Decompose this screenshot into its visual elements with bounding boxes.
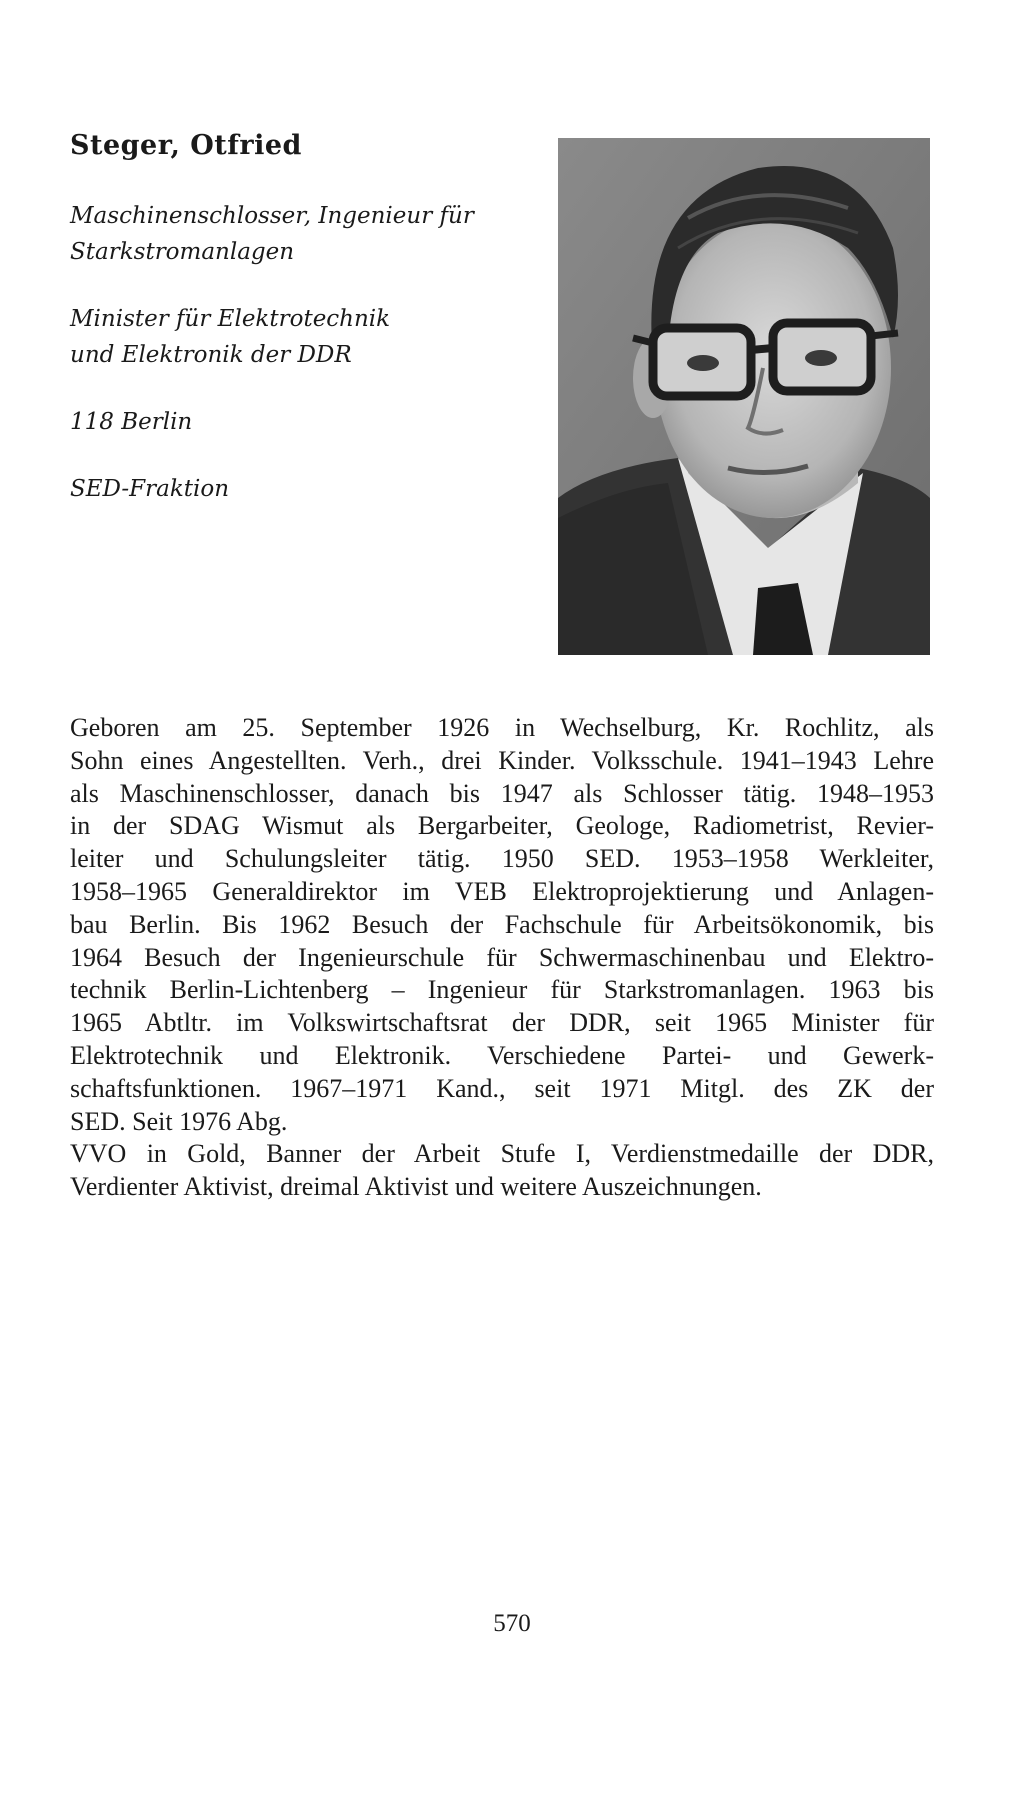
position-line: Minister für Elektrotechnik: [70, 306, 391, 332]
location: 118 Berlin: [70, 409, 193, 435]
biography-line: Geboren am 25. September 1926 in Wechselburg, Kr. Rochlitz, als: [70, 713, 934, 742]
awards-line: VVO in Gold, Banner der Arbeit Stufe I, Verdienstmedaille der DDR,: [70, 1139, 934, 1169]
biography-line: SED. Seit 1976 Abg.: [70, 1106, 288, 1136]
entry-name: Steger, Otfried: [70, 130, 302, 161]
biography-line: in der SDAG Wismut als Bergarbeiter, Geologe, Radiometrist, Revier-: [70, 811, 934, 841]
biography-line: 1964 Besuch der Ingenieurschule für Schwermaschinenbau und Elektro-: [70, 942, 934, 972]
biography: [70, 712, 934, 1204]
biography-line: schaftsfunktionen. 1967–1971 Kand., seit 1971 Mitgl. des ZK der: [70, 1073, 934, 1103]
portrait-photo: [558, 138, 930, 655]
portrait-icon: [558, 138, 930, 655]
position: [70, 301, 530, 373]
faction: SED-Fraktion: [70, 476, 230, 502]
biography-line: technik Berlin-Lichtenberg – Ingenieur für Starkstromanlagen. 1963 bis: [70, 975, 934, 1005]
profession-line: Starkstromanlagen: [70, 239, 295, 265]
biography-line: bau Berlin. Bis 1962 Besuch der Fachschule für Arbeitsökonomik, bis: [70, 909, 934, 939]
position-line: und Elektronik der DDR: [70, 342, 352, 368]
biography-line: 1965 Abtltr. im Volkswirtschaftsrat der DDR, seit 1965 Minister für: [70, 1008, 934, 1038]
profession: [70, 198, 530, 270]
biography-line: Sohn eines Angestellten. Verh., drei Kinder. Volksschule. 1941–1943 Lehre: [70, 745, 934, 775]
biography-line: leiter und Schulungsleiter tätig. 1950 SED. 1953–1958 Werkleiter,: [70, 844, 934, 874]
page-number: 570: [493, 1610, 531, 1637]
awards-line: Verdienter Aktivist, dreimal Aktivist und weitere Auszeichnungen.: [70, 1172, 762, 1202]
biography-line: als Maschinenschlosser, danach bis 1947 als Schlosser tätig. 1948–1953: [70, 778, 934, 808]
profession-line: Maschinenschlosser, Ingenieur für: [70, 203, 474, 229]
entry-details: [70, 198, 530, 507]
biography-line: 1958–1965 Generaldirektor im VEB Elektroprojektierung und Anlagen-: [70, 876, 934, 906]
biography-line: Elektrotechnik und Elektronik. Verschiedene Partei- und Gewerk-: [70, 1040, 934, 1070]
